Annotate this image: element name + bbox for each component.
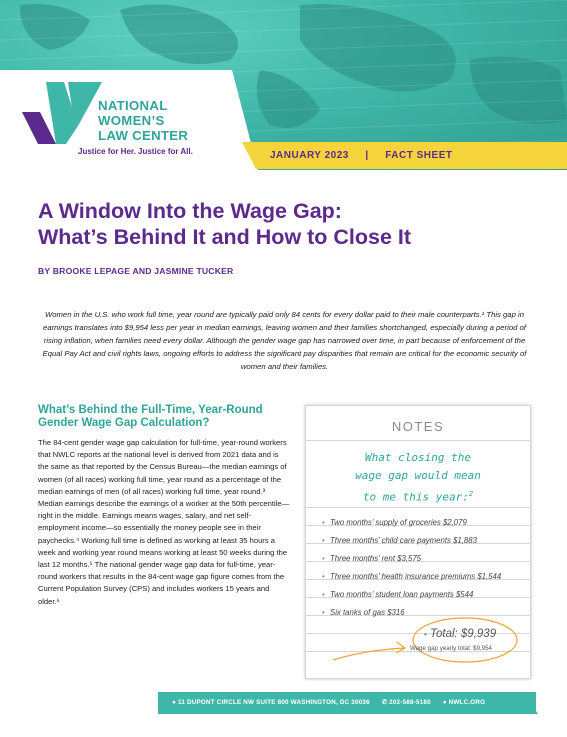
notes-total-subtitle: Wage gap yearly total: $9,954 xyxy=(410,645,492,652)
list-item: • Three months’ child care payments $1,883 xyxy=(322,536,477,545)
ribbon-separator: | xyxy=(365,150,369,161)
byline: BY BROOKE LEPAGE AND JASMINE TUCKER xyxy=(38,266,234,276)
hand-drawn-circle xyxy=(325,612,525,672)
page-title: A Window Into the Wage Gap: What’s Behind It and How to Close It xyxy=(38,199,412,249)
ribbon-text xyxy=(270,150,452,161)
organization-name: NATIONAL WOMEN’S LAW CENTER xyxy=(98,98,189,143)
intro-paragraph: Women in the U.S. who work full time, year round are typically paid only 84 cents for every dollar paid to their male counterparts.¹ This gap in earnings translates into $9,954 less per year in median earnings, leaving women and their families shortchanged, especially during a period of rising inflation, when families need every dollar. Although the gender wage gap has narrowed over time, in part because of enforcement of the Equal Pay Act and civil rights laws, ongoing efforts to address the significant pay disparities that remain are critical for the economic security of women and their families. xyxy=(42,310,527,371)
list-item: • Six tanks of gas $316 xyxy=(322,608,405,617)
divider xyxy=(306,440,530,441)
divider xyxy=(306,507,530,508)
list-item: • Three months’ health insurance premiums $1,544 xyxy=(322,572,502,581)
footer-address: 11 DUPONT CIRCLE NW SUITE 800 WASHINGTON, DC 20036 xyxy=(177,699,370,706)
footer-phone: 202-588-5180 xyxy=(389,699,431,706)
list-item: • Three months’ rent $3,575 xyxy=(322,554,422,563)
footer-contact xyxy=(172,699,485,706)
globe-icon: ● xyxy=(442,699,447,706)
footer-website[interactable]: NWLC.ORG xyxy=(448,699,486,706)
list-item: • Two months’ supply of groceries $2,079 xyxy=(322,518,467,527)
phone-icon: ✆ xyxy=(381,699,388,706)
notes-total: • Total: $9,939 xyxy=(424,628,497,640)
organization-tagline: Justice for Her. Justice for All. xyxy=(78,147,193,156)
document-type: FACT SHEET xyxy=(385,150,453,161)
publication-date: JANUARY 2023 xyxy=(270,150,349,161)
section-heading: What’s Behind the Full-Time, Year-Round Gender Wage Gap Calculation? xyxy=(38,404,263,429)
nwlc-logo-icon xyxy=(22,82,102,144)
section-body: The 84-cent gender wage gap calculation for full-time, year-round workers that NWLC reports at the national level is derived from 2021 data and is the same as that reported by the Census Bureau—the median earnings of women (of all races) working full time, year round as a percentage of the median earnings of men (of all races) working full time, year round.³ Median earnings describe the earnings of a worker at the 50th percentile—right in the middle. Earnings means wages, salary, and net self-employment income—so essentially the money people see in their paychecks.⁴ Working full time is defined as working at least 35 hours a week and working year round means working at least 50 weeks during the last 12 months.⁵ The national gender wage gap data for full-time, year-round workers that results in the 84-cent wage gap figure comes from the Current Population Survey (CPS) and includes workers 15 years and older.⁶ xyxy=(38,438,290,606)
notes-title: NOTES xyxy=(391,419,445,434)
location-pin-icon: ● xyxy=(172,699,177,706)
handwritten-note: What closing the wage gap would mean to me this year:$^2$ xyxy=(355,451,481,504)
list-item: • Two months’ student loan payments $544 xyxy=(322,590,474,599)
